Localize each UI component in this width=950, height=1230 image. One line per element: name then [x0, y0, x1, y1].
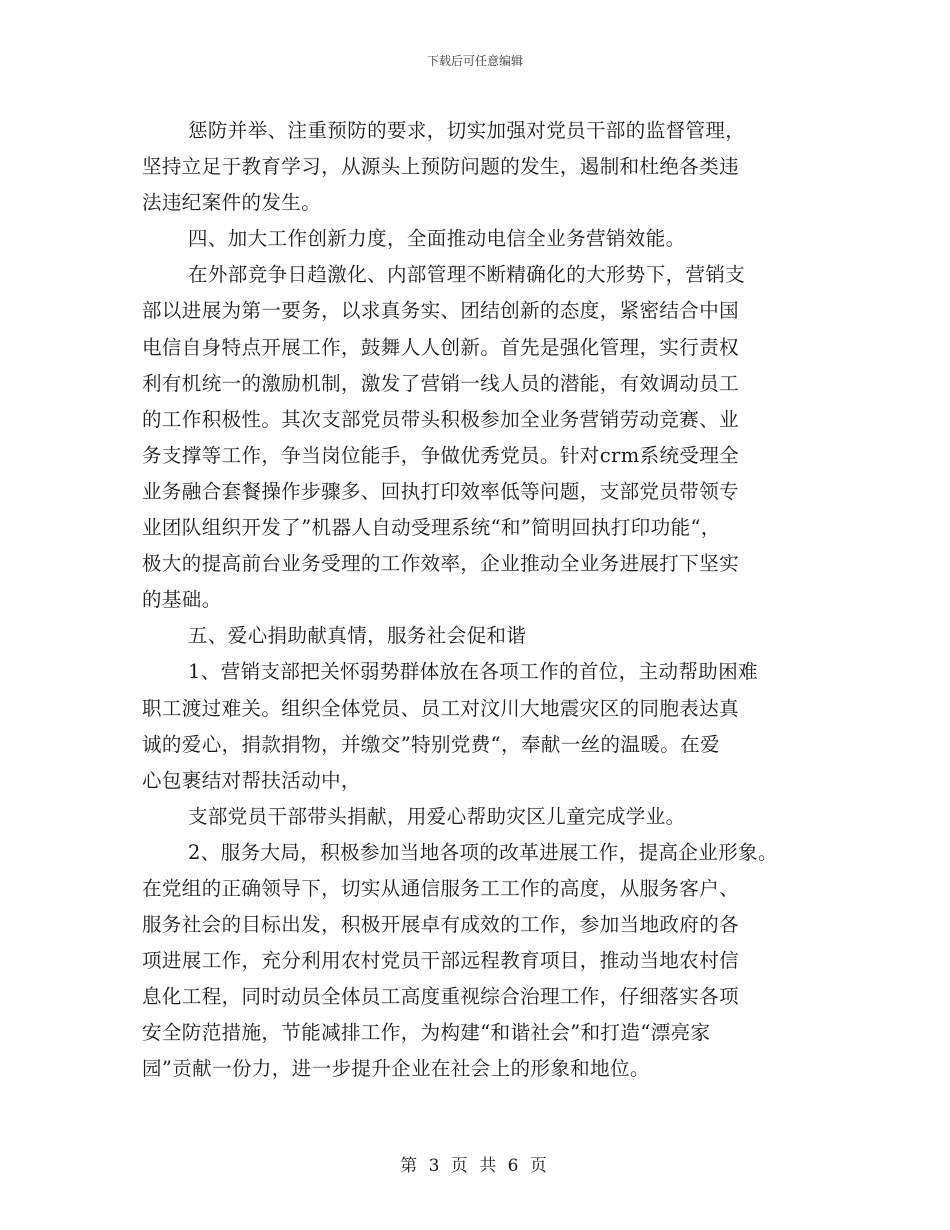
text-line: 安全防范措施，节能减排工作，为构建“和谐社会”和打造“漂亮家	[142, 1021, 711, 1045]
text-line: 惩防并举、注重预防的要求，切实加强对党员干部的监督管理，	[188, 119, 746, 142]
text-line: 利有机统一的激励机制，激发了营销一线人员的潜能，有效调动员工	[142, 371, 740, 395]
text-line: 坚持立足于教育学习，从源头上预防问题的发生，遏制和杜绝各类违	[142, 155, 740, 179]
text-line: 部以进展为第一要务，以求真务实、团结创新的态度，紧密结合中国	[142, 299, 740, 323]
text-line: 诚的爱心，捐款捐物，并缴交”特别党费“，奉献一丝的温暖。在爱	[142, 732, 720, 756]
text-line: 业务融合套餐操作步骤多、回执打印效率低等问题，支部党员带领专	[142, 479, 740, 503]
text-line: 职工渡过难关。组织全体党员、员工对汶川大地震灾区的同胞表达真	[142, 696, 740, 720]
text-line: 项进展工作，充分利用农村党员干部远程教育项目，推动当地农村信	[142, 949, 740, 973]
text-line: 业团队组织开发了”机器人自动受理系统“和”简明回执打印功能“，	[142, 516, 721, 540]
text-line: 心包裹结对帮扶活动中，	[142, 768, 361, 792]
page-header-note: 下载后可任意编辑	[426, 54, 523, 68]
text-line: 支部党员干部带头捐献，用爱心帮助灾区儿童完成学业。	[188, 804, 686, 828]
text-line: 息化工程，同时动员全体员工高度重视综合治理工作，仔细落实各项	[142, 985, 740, 1009]
page-number: 第 3 页 共 6 页	[400, 1156, 550, 1176]
text-line: 1、营销支部把关怀弱势群体放在各项工作的首位，主动帮助困难	[188, 660, 759, 684]
text-line: 的工作积极性。其次支部党员带头积极参加全业务营销劳动竞赛、业	[142, 407, 740, 431]
text-line: 服务社会的目标出发，积极开展卓有成效的工作，参加当地政府的各	[142, 913, 740, 937]
text-line: 法违纪案件的发生。	[142, 191, 322, 215]
text-line: 务支撑等工作，争当岗位能手，争做优秀党员。针对crm系统受理全	[142, 443, 740, 467]
text-line: 在外部竞争日趋激化、内部管理不断精确化的大形势下，营销支	[188, 263, 746, 287]
text-line: 园”贡献一份力，进一步提升企业在社会上的形象和地位。	[142, 1057, 650, 1081]
text-line: 在党组的正确领导下，切实从通信服务工工作的高度，从服务客户、	[142, 876, 740, 900]
text-line: 2、服务大局，积极参加当地各项的改革进展工作，提高企业形象。	[188, 840, 778, 864]
section-heading: 四、加大工作创新力度，全面推动电信全业务营销效能。	[188, 227, 686, 251]
section-heading: 五、爱心捐助献真情，服务社会促和谐	[188, 624, 527, 648]
text-line: 电信自身特点开展工作，鼓舞人人创新。首先是强化管理，实行责权	[142, 335, 740, 359]
text-line: 的基础。	[142, 588, 222, 612]
document-body	[142, 113, 832, 1088]
text-line: 极大的提高前台业务受理的工作效率，企业推动全业务进展打下坚实	[142, 552, 740, 576]
